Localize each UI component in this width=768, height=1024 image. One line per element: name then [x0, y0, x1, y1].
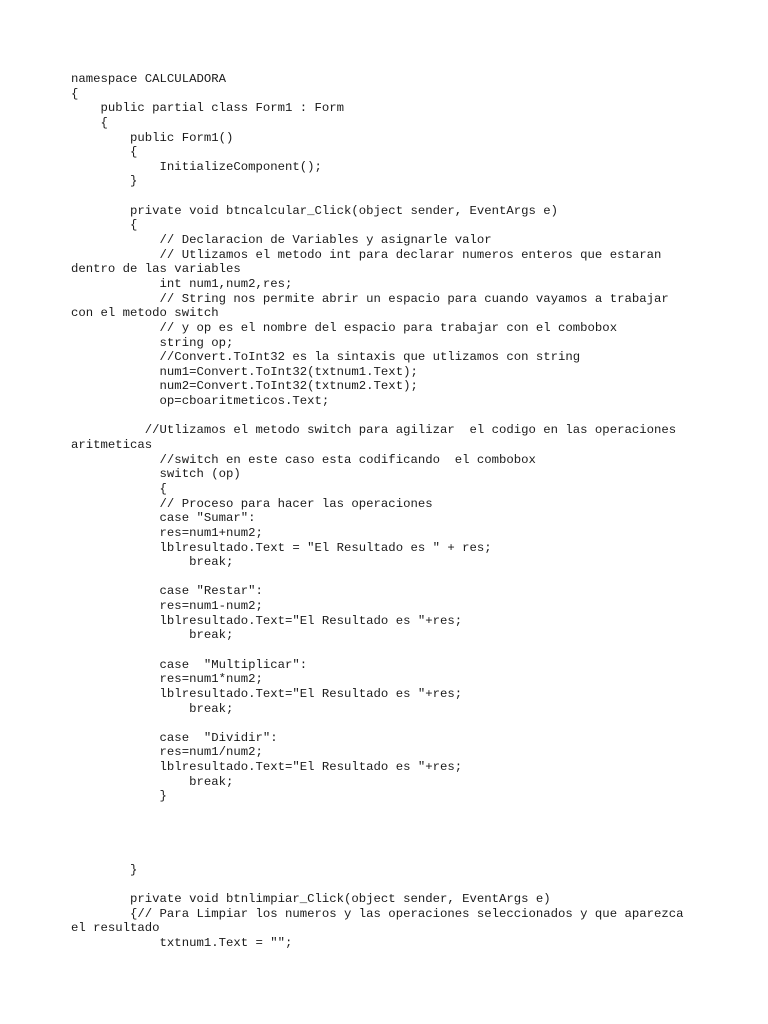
- code-line: el resultado: [71, 921, 160, 936]
- code-line: op=cboaritmeticos.Text;: [71, 394, 330, 409]
- code-line: case "Restar":: [71, 584, 263, 599]
- code-line: res=num1/num2;: [71, 745, 263, 760]
- code-line: // Utlizamos el metodo int para declarar numeros enteros que estaran: [71, 247, 662, 262]
- code-line: case "Sumar":: [71, 511, 256, 526]
- code-line: [71, 833, 711, 848]
- code-line: break;: [71, 701, 234, 716]
- code-line: aritmeticas: [71, 438, 153, 453]
- code-line: break;: [71, 555, 234, 570]
- code-listing: [71, 72, 711, 950]
- code-line: //Utlizamos el metodo switch para agilizar el codigo en las operaciones: [71, 423, 677, 438]
- code-line: public Form1(): [71, 130, 234, 145]
- code-line: }: [71, 789, 167, 804]
- code-line: {: [71, 115, 108, 130]
- code-line: }: [71, 862, 138, 877]
- code-line: // y op es el nombre del espacio para trabajar con el combobox: [71, 320, 618, 335]
- code-line: string op;: [71, 335, 234, 350]
- code-line: // Proceso para hacer las operaciones: [71, 496, 433, 511]
- code-line: break;: [71, 774, 234, 789]
- code-line: //Convert.ToInt32 es la sintaxis que utlizamos con string: [71, 350, 581, 365]
- code-line: dentro de las variables: [71, 262, 241, 277]
- code-line: private void btnlimpiar_Click(object sender, EventArgs e): [71, 891, 551, 906]
- code-line: {: [71, 145, 138, 160]
- code-line: {: [71, 218, 138, 233]
- code-line: private void btncalcular_Click(object sender, EventArgs e): [71, 203, 559, 218]
- code-line: lblresultado.Text="El Resultado es "+res;: [71, 686, 463, 701]
- code-line: // String nos permite abrir un espacio para cuando vayamos a trabajar: [71, 291, 669, 306]
- code-line: InitializeComponent();: [71, 159, 322, 174]
- code-line: case "Multiplicar":: [71, 657, 308, 672]
- code-line: [71, 570, 711, 585]
- code-line: [71, 804, 711, 819]
- code-line: {: [71, 481, 167, 496]
- code-line: num2=Convert.ToInt32(txtnum2.Text);: [71, 379, 418, 394]
- code-line: num1=Convert.ToInt32(txtnum1.Text);: [71, 364, 418, 379]
- code-line: [71, 877, 711, 892]
- code-line: [71, 716, 711, 731]
- code-line: [71, 848, 711, 863]
- code-line: // Declaracion de Variables y asignarle valor: [71, 233, 492, 248]
- code-line: switch (op): [71, 467, 241, 482]
- code-line: con el metodo switch: [71, 306, 219, 321]
- code-line: namespace CALCULADORA: [71, 72, 226, 86]
- code-line: break;: [71, 628, 234, 643]
- code-line: int num1,num2,res;: [71, 276, 293, 291]
- code-line: [71, 189, 711, 204]
- code-line: case "Dividir":: [71, 730, 278, 745]
- code-line: [71, 643, 711, 658]
- code-line: {// Para Limpiar los numeros y las operaciones seleccionados y que aparezca: [71, 906, 684, 921]
- code-line: lblresultado.Text = "El Resultado es " + res;: [71, 540, 492, 555]
- code-line: txtnum1.Text = "";: [71, 935, 293, 950]
- code-line: lblresultado.Text="El Resultado es "+res;: [71, 760, 463, 775]
- code-line: [71, 819, 711, 834]
- code-line: lblresultado.Text="El Resultado es "+res;: [71, 613, 463, 628]
- code-line: //switch en este caso esta codificando el combobox: [71, 452, 536, 467]
- code-line: {: [71, 86, 79, 101]
- code-line: res=num1+num2;: [71, 525, 263, 540]
- code-line: res=num1-num2;: [71, 599, 263, 614]
- code-line: }: [71, 174, 138, 189]
- code-line: [71, 409, 711, 424]
- code-line: res=num1*num2;: [71, 672, 263, 687]
- code-line: public partial class Form1 : Form: [71, 101, 345, 116]
